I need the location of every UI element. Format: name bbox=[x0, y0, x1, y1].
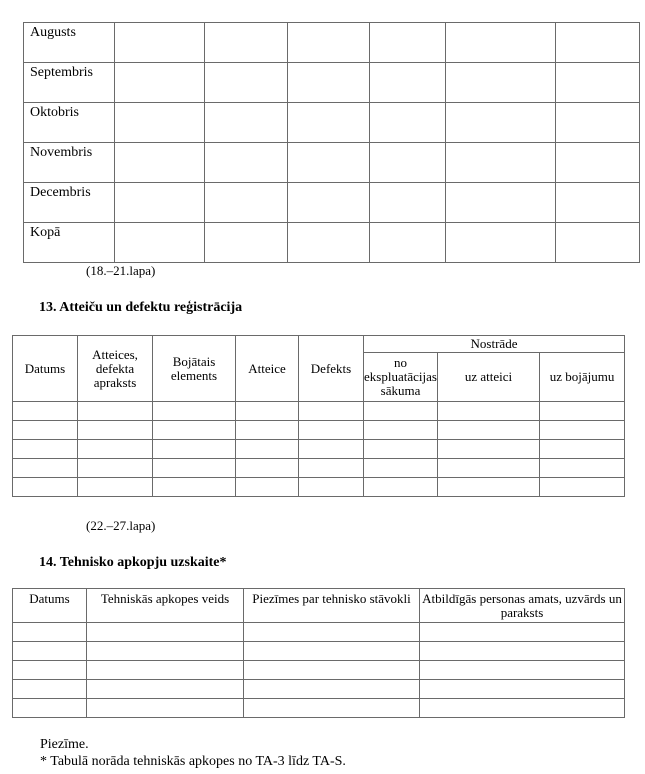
empty-cell bbox=[370, 63, 446, 103]
maintenance-table-body bbox=[13, 623, 625, 718]
header-to-failure: uz atteici bbox=[438, 353, 540, 402]
month-row bbox=[24, 183, 640, 223]
empty-cell bbox=[420, 623, 625, 642]
table-row bbox=[13, 661, 625, 680]
month-row bbox=[24, 103, 640, 143]
month-row bbox=[24, 143, 640, 183]
empty-cell bbox=[205, 183, 288, 223]
month-row bbox=[24, 23, 640, 63]
table-row bbox=[13, 478, 625, 497]
empty-cell bbox=[13, 699, 87, 718]
empty-cell bbox=[370, 103, 446, 143]
empty-cell bbox=[13, 459, 78, 478]
maintenance-table bbox=[12, 588, 625, 718]
empty-cell bbox=[78, 402, 153, 421]
empty-cell bbox=[236, 402, 299, 421]
empty-cell bbox=[115, 143, 205, 183]
empty-cell bbox=[446, 223, 556, 263]
empty-cell bbox=[540, 459, 625, 478]
empty-cell bbox=[556, 143, 640, 183]
empty-cell bbox=[13, 661, 87, 680]
empty-cell bbox=[13, 402, 78, 421]
empty-cell bbox=[438, 459, 540, 478]
empty-cell bbox=[364, 478, 438, 497]
note-text: * Tabulā norāda tehniskās apkopes no TA-3 līdz TA-S. bbox=[40, 754, 346, 769]
header-operating: Nostrāde bbox=[364, 336, 625, 353]
header-maint-notes: Piezīmes par tehnisko stāvokli bbox=[244, 589, 420, 623]
empty-cell bbox=[236, 440, 299, 459]
empty-cell bbox=[364, 421, 438, 440]
empty-cell bbox=[364, 459, 438, 478]
empty-cell bbox=[370, 23, 446, 63]
empty-cell bbox=[420, 680, 625, 699]
failure-registration-table bbox=[12, 335, 625, 497]
empty-cell bbox=[87, 661, 244, 680]
empty-cell bbox=[540, 402, 625, 421]
empty-cell bbox=[299, 478, 364, 497]
empty-cell bbox=[288, 23, 370, 63]
empty-cell bbox=[556, 223, 640, 263]
empty-cell bbox=[236, 459, 299, 478]
empty-cell bbox=[13, 478, 78, 497]
empty-cell bbox=[87, 623, 244, 642]
section-14-heading: 14. Tehnisko apkopju uzskaite* bbox=[39, 555, 227, 570]
empty-cell bbox=[153, 478, 236, 497]
month-row bbox=[24, 63, 640, 103]
page-reference-2: (22.–27.lapa) bbox=[86, 518, 156, 533]
empty-cell bbox=[153, 440, 236, 459]
table-row bbox=[13, 623, 625, 642]
month-label: Augusts bbox=[24, 23, 115, 63]
empty-cell bbox=[236, 421, 299, 440]
header-maint-type: Tehniskās apkopes veids bbox=[87, 589, 244, 623]
note-title: Piezīme. bbox=[40, 737, 89, 752]
empty-cell bbox=[153, 421, 236, 440]
empty-cell bbox=[446, 143, 556, 183]
empty-cell bbox=[370, 183, 446, 223]
empty-cell bbox=[438, 421, 540, 440]
empty-cell bbox=[556, 103, 640, 143]
empty-cell bbox=[420, 699, 625, 718]
empty-cell bbox=[370, 223, 446, 263]
empty-cell bbox=[438, 402, 540, 421]
empty-cell bbox=[438, 440, 540, 459]
header-description: Atteices, defekta apraksts bbox=[78, 336, 153, 402]
empty-cell bbox=[205, 143, 288, 183]
header-from-start: no ekspluatācijas sākuma bbox=[364, 353, 438, 402]
empty-cell bbox=[78, 478, 153, 497]
empty-cell bbox=[153, 402, 236, 421]
table-row bbox=[13, 459, 625, 478]
empty-cell bbox=[299, 459, 364, 478]
header-datums: Datums bbox=[13, 336, 78, 402]
empty-cell bbox=[115, 183, 205, 223]
month-row bbox=[24, 223, 640, 263]
empty-cell bbox=[364, 440, 438, 459]
empty-cell bbox=[299, 402, 364, 421]
empty-cell bbox=[115, 63, 205, 103]
empty-cell bbox=[420, 642, 625, 661]
empty-cell bbox=[540, 440, 625, 459]
months-table-body bbox=[24, 23, 640, 263]
empty-cell bbox=[244, 699, 420, 718]
empty-cell bbox=[13, 642, 87, 661]
empty-cell bbox=[205, 103, 288, 143]
table-row bbox=[13, 680, 625, 699]
empty-cell bbox=[446, 63, 556, 103]
empty-cell bbox=[370, 143, 446, 183]
empty-cell bbox=[13, 623, 87, 642]
empty-cell bbox=[205, 23, 288, 63]
empty-cell bbox=[78, 440, 153, 459]
empty-cell bbox=[446, 183, 556, 223]
month-label: Oktobris bbox=[24, 103, 115, 143]
empty-cell bbox=[288, 63, 370, 103]
table-row bbox=[13, 440, 625, 459]
empty-cell bbox=[244, 680, 420, 699]
header-element: Bojātais elements bbox=[153, 336, 236, 402]
empty-cell bbox=[288, 143, 370, 183]
empty-cell bbox=[288, 103, 370, 143]
empty-cell bbox=[540, 421, 625, 440]
empty-cell bbox=[556, 183, 640, 223]
empty-cell bbox=[87, 642, 244, 661]
empty-cell bbox=[446, 23, 556, 63]
month-label: Decembris bbox=[24, 183, 115, 223]
header-failure: Atteice bbox=[236, 336, 299, 402]
table-row bbox=[13, 421, 625, 440]
header-to-damage: uz bojājumu bbox=[540, 353, 625, 402]
empty-cell bbox=[13, 440, 78, 459]
empty-cell bbox=[299, 440, 364, 459]
table-row bbox=[13, 642, 625, 661]
empty-cell bbox=[205, 63, 288, 103]
months-table bbox=[23, 22, 640, 263]
empty-cell bbox=[420, 661, 625, 680]
empty-cell bbox=[556, 63, 640, 103]
empty-cell bbox=[364, 402, 438, 421]
month-label: Novembris bbox=[24, 143, 115, 183]
empty-cell bbox=[236, 478, 299, 497]
table-row bbox=[13, 699, 625, 718]
header-maint-responsible: Atbildīgās personas amats, uzvārds un paraksts bbox=[420, 589, 625, 623]
empty-cell bbox=[244, 661, 420, 680]
empty-cell bbox=[205, 223, 288, 263]
header-defect: Defekts bbox=[299, 336, 364, 402]
empty-cell bbox=[13, 680, 87, 699]
failure-table-body bbox=[13, 402, 625, 497]
empty-cell bbox=[438, 478, 540, 497]
empty-cell bbox=[153, 459, 236, 478]
empty-cell bbox=[87, 680, 244, 699]
empty-cell bbox=[244, 623, 420, 642]
table-row bbox=[13, 402, 625, 421]
empty-cell bbox=[446, 103, 556, 143]
empty-cell bbox=[13, 421, 78, 440]
empty-cell bbox=[540, 478, 625, 497]
empty-cell bbox=[87, 699, 244, 718]
empty-cell bbox=[115, 23, 205, 63]
month-label: Kopā bbox=[24, 223, 115, 263]
empty-cell bbox=[556, 23, 640, 63]
empty-cell bbox=[78, 421, 153, 440]
empty-cell bbox=[299, 421, 364, 440]
empty-cell bbox=[78, 459, 153, 478]
month-label: Septembris bbox=[24, 63, 115, 103]
empty-cell bbox=[288, 183, 370, 223]
empty-cell bbox=[288, 223, 370, 263]
header-maint-datums: Datums bbox=[13, 589, 87, 623]
page-reference-1: (18.–21.lapa) bbox=[86, 263, 156, 278]
empty-cell bbox=[115, 223, 205, 263]
section-13-heading: 13. Atteiču un defektu reģistrācija bbox=[39, 300, 243, 315]
empty-cell bbox=[115, 103, 205, 143]
empty-cell bbox=[244, 642, 420, 661]
